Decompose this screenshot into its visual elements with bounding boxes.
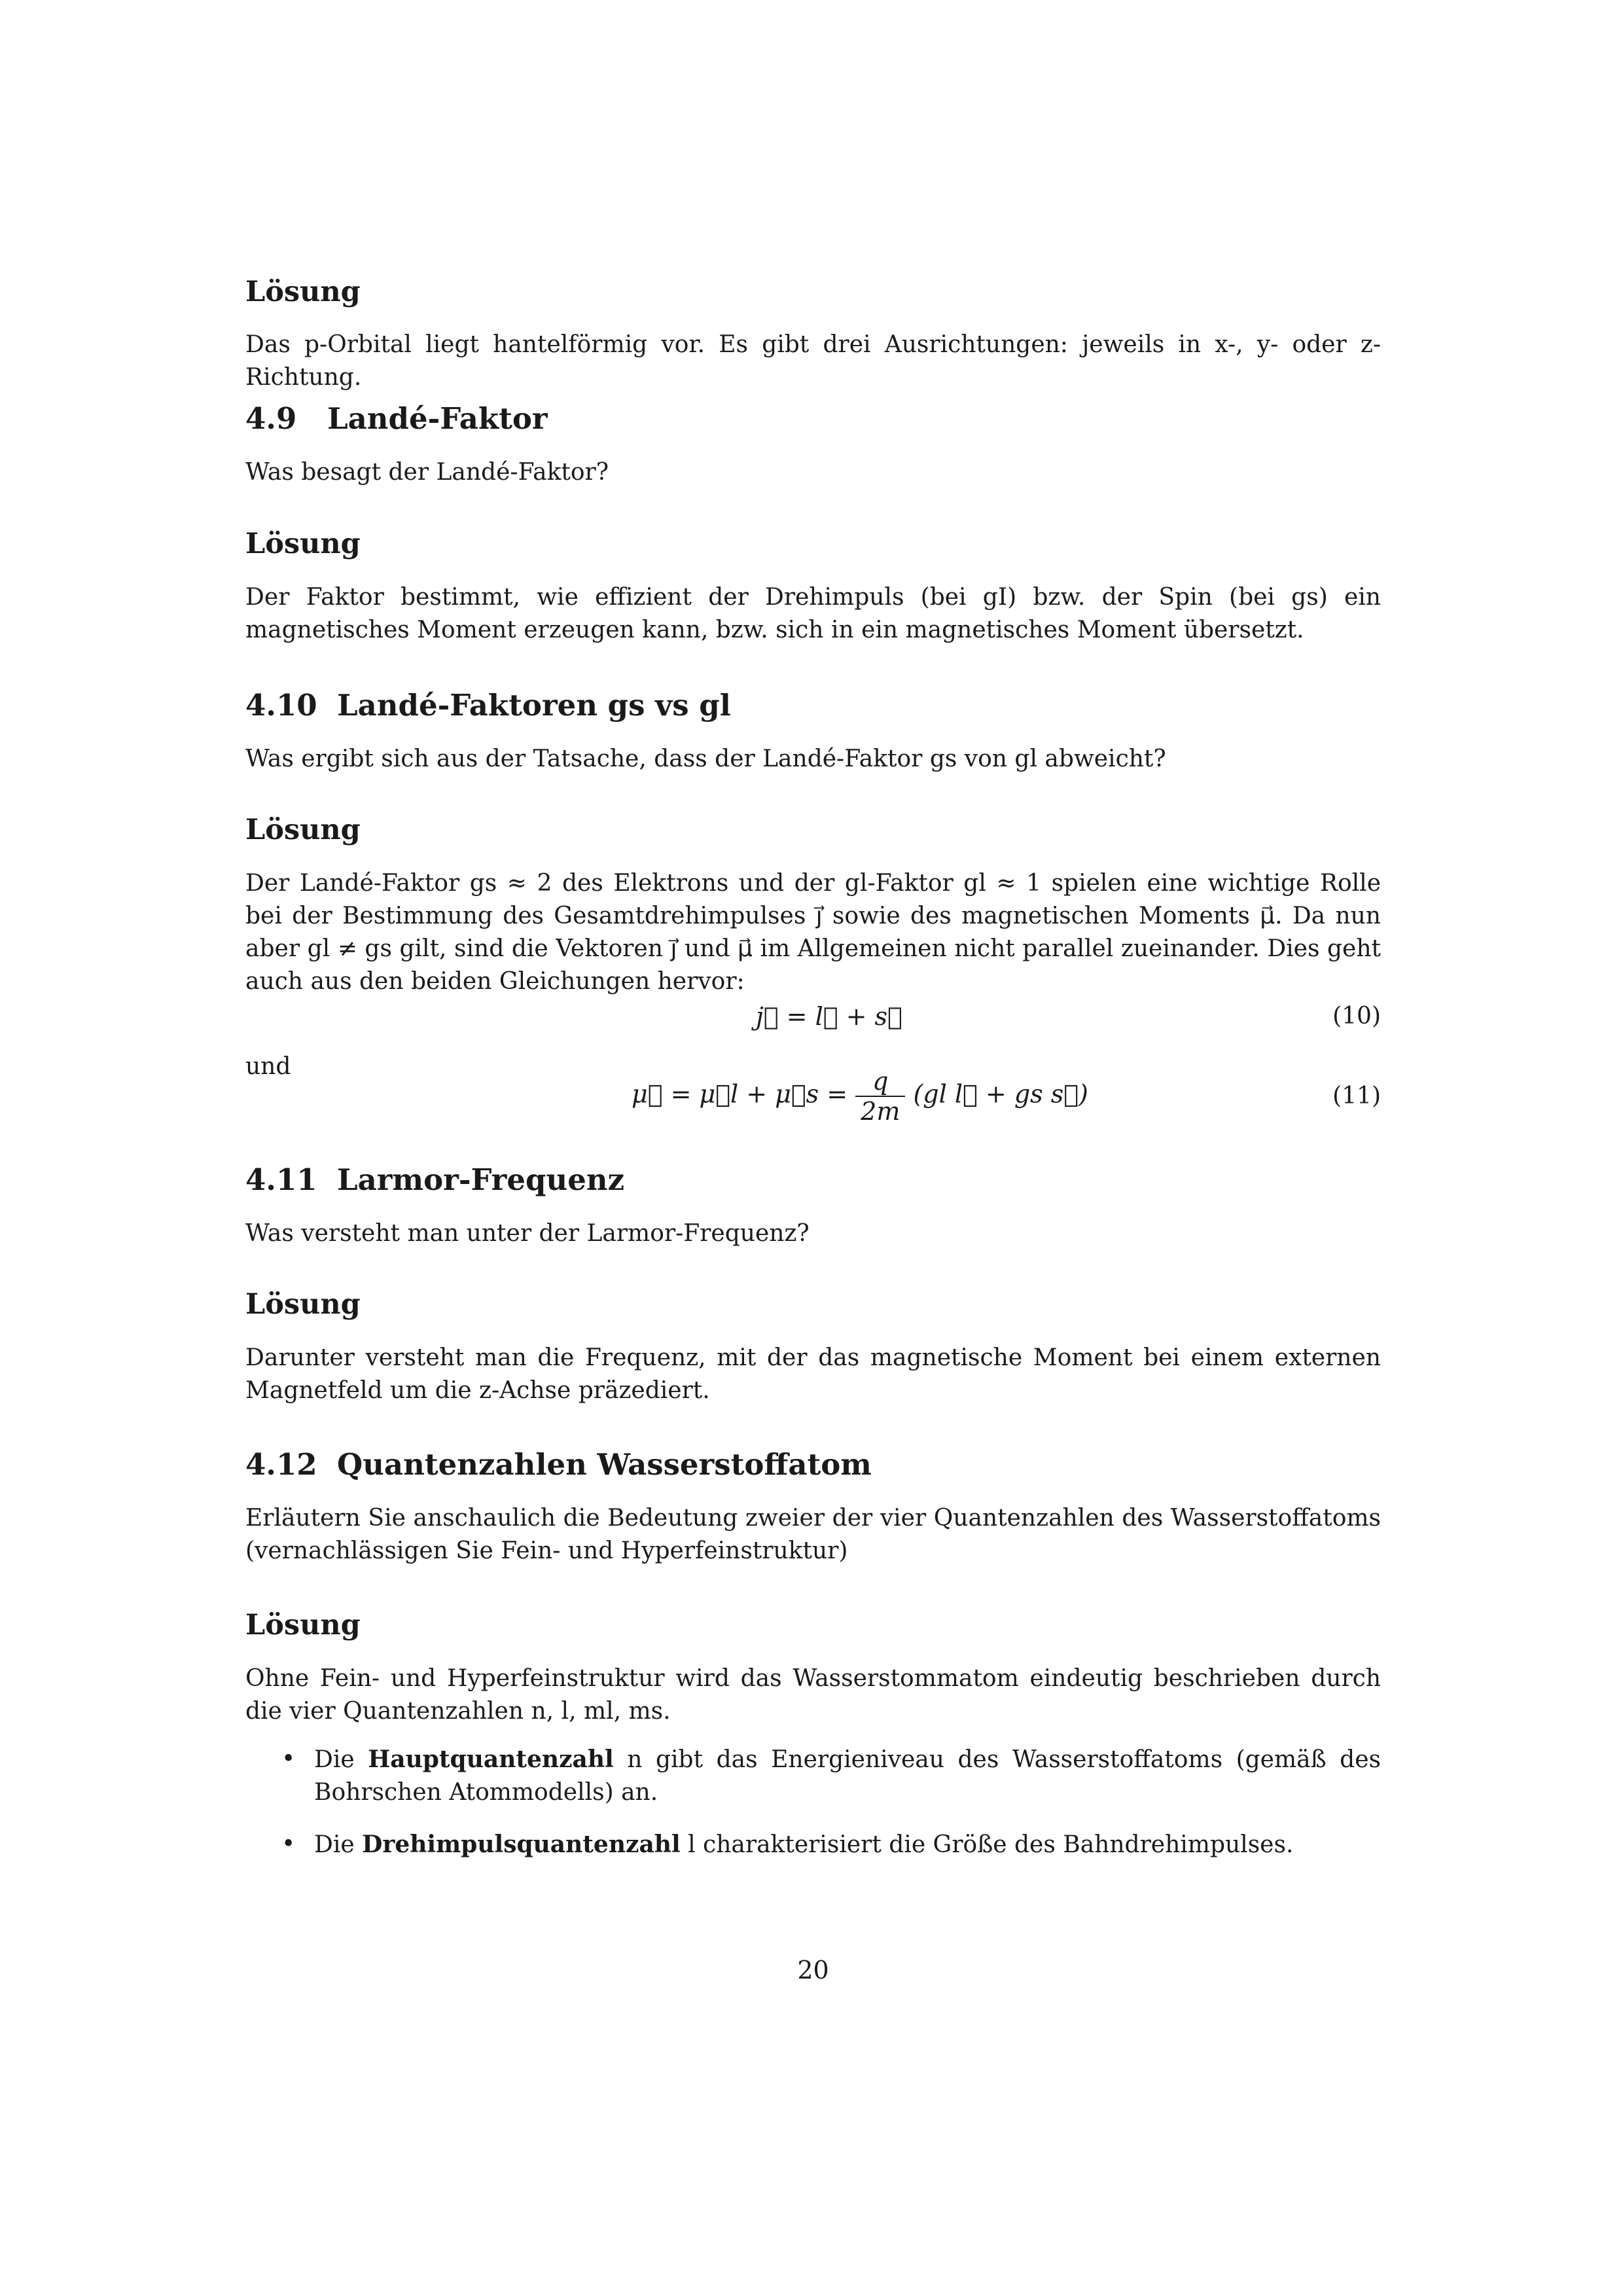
fraction-numerator: q xyxy=(855,1067,905,1097)
term-hauptquantenzahl: Hauptquantenzahl xyxy=(368,1746,614,1773)
bullet-text: n gibt das Energieniveau des Wasserstoffatoms (gemäß des Bohrschen Atommodells) an. xyxy=(314,1746,1381,1806)
equation-11-right: (gl l⃗ + gs s⃗) xyxy=(913,1079,1088,1109)
section-4-9-heading xyxy=(245,399,1381,439)
section-4-10-heading xyxy=(245,686,1381,725)
term-drehimpulsquantenzahl: Drehimpulsquantenzahl xyxy=(362,1831,681,1858)
solution-heading: Lösung xyxy=(245,528,361,560)
bullet-text: l charakterisiert die Größe des Bahndrehimpulses. xyxy=(688,1831,1294,1858)
section-number: 4.12 xyxy=(245,1447,317,1482)
section-4-9-question: Was besagt der Landé-Faktor? xyxy=(245,459,609,486)
solution-heading: Lösung xyxy=(245,814,361,846)
section-title: Larmor-Frequenz xyxy=(337,1162,625,1197)
bullet-prefix: Die xyxy=(314,1746,355,1773)
section-4-12-heading xyxy=(245,1445,1381,1484)
bullet-icon: • xyxy=(281,1746,296,1772)
equation-10-number: (10) xyxy=(1332,1003,1381,1030)
solution-heading: Lösung xyxy=(245,276,361,308)
section-number: 4.9 xyxy=(245,401,297,436)
section-4-11-heading xyxy=(245,1160,1381,1200)
section-4-11-question: Was versteht man unter der Larmor-Frequenz? xyxy=(245,1220,810,1247)
equation-10: j⃗ = l⃗ + s⃗ xyxy=(756,1002,902,1031)
section-4-10-solution: Der Landé-Faktor gs ≈ 2 des Elektrons und der gl-Faktor gl ≈ 1 spielen eine wichtige Rolle bei der Bestimmung des Gesamtdrehimpulses j⃗ sowie des magnetischen Moments μ⃗. Da nun aber gl ≠ gs gilt, sind die Vektoren j⃗ und μ⃗ im Allgemeinen nicht parallel zueinander. Dies geht auch aus den beiden Gleichungen hervor: xyxy=(245,870,1381,995)
equation-11-number: (11) xyxy=(1332,1083,1381,1109)
section-4-9-solution: Der Faktor bestimmt, wie effizient der Drehimpuls (bei gI) bzw. der Spin (bei gs) ein magnetisches Moment erzeugen kann, bzw. sich in ein magnetisches Moment übersetzt. xyxy=(245,584,1381,643)
solution-heading: Lösung xyxy=(245,1609,361,1641)
document-page xyxy=(245,0,1381,2296)
page-number: 20 xyxy=(797,1956,829,1984)
section-title: Landé-Faktoren gs vs gl xyxy=(337,688,731,723)
and-word: und xyxy=(245,1053,291,1080)
solution-heading: Lösung xyxy=(245,1288,361,1321)
section-title: Quantenzahlen Wasserstoffatom xyxy=(337,1447,872,1482)
section-number: 4.11 xyxy=(245,1162,317,1197)
section-4-12-solution: Ohne Fein- und Hyperfeinstruktur wird das Wasserstommatom eindeutig beschrieben durch die vier Quantenzahlen n, l, ml, ms. xyxy=(245,1665,1381,1725)
section-4-12-question: Erläutern Sie anschaulich die Bedeutung zweier der vier Quantenzahlen des Wasserstoffatoms (vernachlässigen Sie Fein- und Hyperfeinstruktur) xyxy=(245,1505,1381,1564)
bullet-icon: • xyxy=(281,1831,296,1857)
section-title: Landé-Faktor xyxy=(327,401,548,436)
section-4-11-solution: Darunter versteht man die Frequenz, mit der das magnetische Moment bei einem externen Magnetfeld um die z-Achse präzediert. xyxy=(245,1344,1381,1404)
section-4-10-question: Was ergibt sich aus der Tatsache, dass der Landé-Faktor gs von gl abweicht? xyxy=(245,745,1166,772)
equation-11-left: μ⃗ = μ⃗l + μ⃗s = xyxy=(632,1079,848,1109)
p-orbital-solution-text: Das p-Orbital liegt hantelförmig vor. Es gibt drei Ausrichtungen: jeweils in x-, y- oder z-Richtung. xyxy=(245,331,1381,391)
section-number: 4.10 xyxy=(245,688,317,723)
fraction-denominator: 2m xyxy=(861,1097,901,1126)
bullet-prefix: Die xyxy=(314,1831,355,1858)
equation-11-fraction xyxy=(855,1067,905,1126)
equation-11 xyxy=(632,1067,1088,1126)
